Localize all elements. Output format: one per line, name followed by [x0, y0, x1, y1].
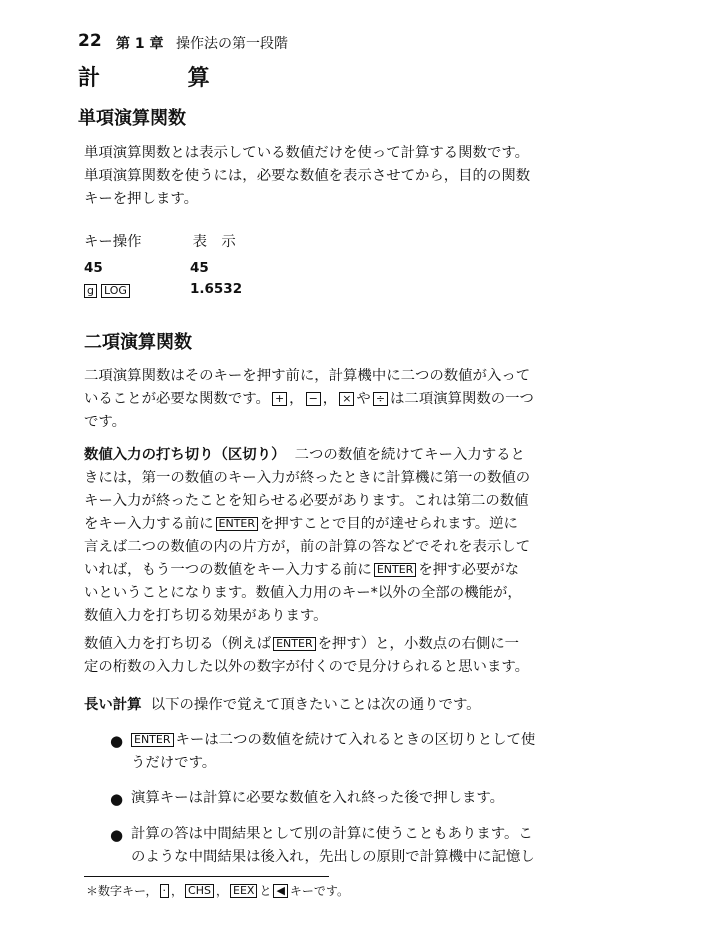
- heading-binary: 二項演算関数: [84, 332, 192, 353]
- table-header: [84, 230, 236, 251]
- table-row2-keys: [84, 280, 132, 299]
- bullet-dot: ●: [110, 826, 124, 844]
- text-line: 数値入力を打ち切る効果があります。: [84, 608, 328, 624]
- text-line: 数値入力を打ち切る（例えば ENTER を押す）と，小数点の右側に一: [84, 636, 520, 652]
- text-line: いということになります。数値入力用のキー*以外の全部の機能が，: [84, 585, 522, 601]
- bullet-item-2: 演算キーは計算に必要な数値を入れ終った後で押します。: [131, 790, 505, 806]
- text-line: 長い計算 以下の操作で覚えて頂きたいことは次の通りです。: [84, 697, 481, 713]
- chapter-label: 第 1 章: [116, 36, 164, 52]
- para-lead: 数値入力の打ち切り（区切り）: [84, 447, 286, 463]
- table-row1-display: 45: [190, 260, 209, 276]
- key-chs: CHS: [185, 884, 214, 898]
- key-enter: ENTER: [374, 563, 417, 577]
- table-row1-key: 45: [84, 260, 103, 276]
- para-long-calc: [84, 694, 481, 717]
- key-decimal: ·: [160, 884, 170, 898]
- text-line: きには，第一の数値のキー入力が終ったときに計算機に第一の数値の: [84, 470, 531, 486]
- bullet-dot: ●: [110, 790, 124, 808]
- text-line: うだけです。: [131, 755, 217, 771]
- key-plus: +: [272, 392, 287, 406]
- key-enter: ENTER: [273, 637, 316, 651]
- running-header: [116, 33, 288, 53]
- footnote: ＊数字キー， · ， CHS ， EEX と ◀ キーです。: [86, 884, 349, 898]
- key-eex: EEX: [230, 884, 257, 898]
- text-line: 数値入力の打ち切り（区切り） 二つの数値を続けてキー入力すると: [84, 447, 525, 463]
- text-line: 単項演算関数を使うには，必要な数値を表示させてから，目的の関数: [84, 168, 531, 184]
- col-key-op: キー操作: [84, 234, 142, 250]
- text-line: 言えば二つの数値の内の片方が，前の計算の答などでそれを表示して: [84, 539, 531, 555]
- backspace-key-icon: ◀: [273, 884, 287, 898]
- table-row2-display: 1.6532: [190, 281, 243, 297]
- key-log: LOG: [101, 284, 130, 298]
- key-g: g: [84, 284, 97, 298]
- text-line: キーを押します。: [84, 191, 198, 207]
- para-entry-termination: [84, 444, 530, 628]
- key-enter: ENTER: [216, 517, 259, 531]
- text-line: のような中間結果は後入れ，先出しの原則で計算機中に記憶し: [131, 849, 535, 865]
- text-line: 二項演算関数はそのキーを押す前に，計算機中に二つの数値が入って: [84, 368, 531, 384]
- bullet-dot: ●: [110, 732, 124, 750]
- bullet-item-1: ENTER キーは二つの数値を続けて入れるときの区切りとして使 うだけです。: [131, 729, 535, 775]
- key-minus: −: [306, 392, 321, 406]
- text-line: 単項演算関数とは表示している数値だけを使って計算する関数です。: [84, 145, 529, 161]
- page-title: 計 算: [78, 66, 250, 91]
- col-display: 表 示: [192, 234, 236, 250]
- text-line: いることが必要な関数です。 + ， − ， × や ÷ は二項演算関数の一つ: [84, 391, 534, 407]
- footnote-rule: [84, 876, 329, 877]
- key-times: ×: [339, 392, 354, 406]
- text-line: です。: [84, 414, 127, 430]
- para-lead: 長い計算: [84, 697, 142, 713]
- text-line: 定の桁数の入力した以外の数字が付くので見分けられると思います。: [84, 659, 529, 675]
- key-enter: ENTER: [131, 733, 174, 747]
- para-binary: [84, 365, 534, 434]
- bullet-item-3: [131, 823, 535, 869]
- para-example: [84, 633, 529, 679]
- key-divide: ÷: [373, 392, 388, 406]
- text-line: いれば，もう一つの数値をキー入力する前に ENTER を押す必要がな: [84, 562, 520, 578]
- page-number: 22: [78, 31, 102, 51]
- heading-unary: 単項演算関数: [78, 108, 186, 129]
- section-label: 操作法の第一段階: [175, 36, 288, 52]
- para-unary: [84, 142, 530, 211]
- text-line: をキー入力する前に ENTER を押すことで目的が達せられます。逆に: [84, 516, 518, 532]
- text-line: 計算の答は中間結果として別の計算に使うこともあります。こ: [131, 826, 533, 842]
- text-line: キー入力が終ったことを知らせる必要があります。これは第二の数値: [84, 493, 529, 509]
